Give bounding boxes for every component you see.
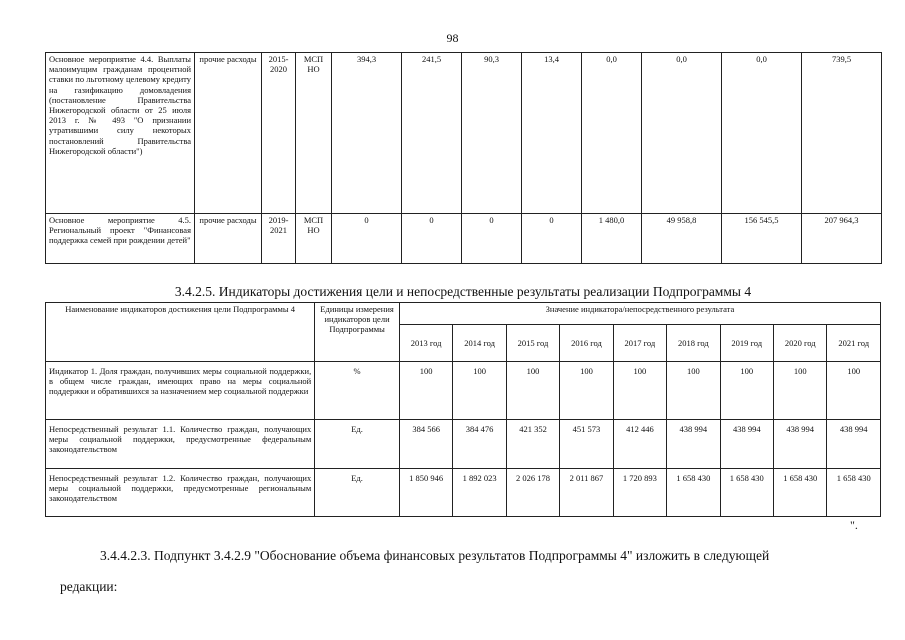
- value-cell: 1 658 430: [720, 469, 773, 517]
- executor: МСП НО: [296, 214, 332, 264]
- value-cell: 1 658 430: [667, 469, 720, 517]
- value-cell: 1 658 430: [773, 469, 826, 517]
- funding-table: [45, 52, 882, 264]
- page-number: 98: [446, 31, 459, 45]
- value-cell: 438 994: [773, 420, 826, 469]
- table-row: [46, 214, 882, 264]
- col-header-name: Наименование индикаторов достижения цели Подпрограммы 4: [46, 303, 315, 362]
- indicator-name: Непосредственный результат 1.2. Количество граждан, получающих меры социальной поддержки, предусмотренные региональным законодательством: [46, 469, 315, 517]
- indicators-table: [45, 302, 881, 517]
- table-row: [46, 362, 881, 420]
- paragraph-text-continued: редакции:: [60, 579, 118, 594]
- closing-quote: ".: [850, 518, 858, 532]
- value-cell: 394,3: [332, 53, 402, 214]
- value-cell: 49 958,8: [642, 214, 722, 264]
- table-row: [46, 420, 881, 469]
- year-header: 2014 год: [453, 325, 506, 362]
- col-header-unit: Единицы измерения индикаторов цели Подпрограммы: [315, 303, 400, 362]
- value-cell: 100: [720, 362, 773, 420]
- value-cell: 241,5: [402, 53, 462, 214]
- value-cell: 0: [402, 214, 462, 264]
- value-cell: 438 994: [827, 420, 881, 469]
- year-header: 2019 год: [720, 325, 773, 362]
- measure-name: Основное мероприятие 4.5. Региональный проект "Финансовая поддержка семей при рождении детей": [46, 214, 195, 264]
- expense-type: прочие расходы: [195, 214, 262, 264]
- value-cell: 100: [667, 362, 720, 420]
- value-cell: 90,3: [462, 53, 522, 214]
- value-cell: 1 480,0: [582, 214, 642, 264]
- value-cell: 100: [506, 362, 559, 420]
- year-header: 2016 год: [560, 325, 613, 362]
- paragraph-text: 3.4.4.2.3. Подпункт 3.4.2.9 "Обоснование объема финансовых результатов Подпрограммы 4" изложить в следующей: [100, 548, 770, 563]
- value-cell: 0: [462, 214, 522, 264]
- period: 2019-2021: [262, 214, 296, 264]
- section-heading: 3.4.2.5. Индикаторы достижения цели и непосредственные результаты реализации Подпрограммы 4: [174, 284, 752, 299]
- value-cell: 0: [522, 214, 582, 264]
- measure-name: Основное мероприятие 4.4. Выплаты малоимущим гражданам процентной ставки по льготному целевому кредиту на газификацию домовладения (постановление Правительства Нижегородской области от 25 июля 2013 г. № 493 "О признании утратившими силу некоторых постановлений Правительства Нижегородской области"): [46, 53, 195, 214]
- value-cell: 0,0: [642, 53, 722, 214]
- year-header: 2021 год: [827, 325, 881, 362]
- header-row: [46, 303, 881, 325]
- table-row: [46, 53, 882, 214]
- value-cell: 2 011 867: [560, 469, 613, 517]
- value-cell: 2 026 178: [506, 469, 559, 517]
- value-cell: 100: [773, 362, 826, 420]
- value-cell: 1 720 893: [613, 469, 666, 517]
- value-cell: 1 850 946: [399, 469, 452, 517]
- value-cell: 13,4: [522, 53, 582, 214]
- value-cell: 384 476: [453, 420, 506, 469]
- value-cell: 0,0: [582, 53, 642, 214]
- year-header: 2017 год: [613, 325, 666, 362]
- value-cell: 1 658 430: [827, 469, 881, 517]
- col-header-values: Значение индикатора/непосредственного результата: [399, 303, 880, 325]
- value-cell: 156 545,5: [722, 214, 802, 264]
- value-cell: 100: [453, 362, 506, 420]
- year-header: 2018 год: [667, 325, 720, 362]
- unit-cell: Ед.: [315, 469, 400, 517]
- value-cell: 438 994: [720, 420, 773, 469]
- indicator-name: Непосредственный результат 1.1. Количество граждан, получающих меры социальной поддержки, предусмотренные федеральным законодательством: [46, 420, 315, 469]
- expense-type: прочие расходы: [195, 53, 262, 214]
- executor: МСП НО: [296, 53, 332, 214]
- year-header: 2020 год: [773, 325, 826, 362]
- value-cell: 100: [613, 362, 666, 420]
- value-cell: 100: [560, 362, 613, 420]
- value-cell: 207 964,3: [802, 214, 882, 264]
- value-cell: 1 892 023: [453, 469, 506, 517]
- year-header: 2013 год: [399, 325, 452, 362]
- table-row: [46, 469, 881, 517]
- value-cell: 0,0: [722, 53, 802, 214]
- value-cell: 412 446: [613, 420, 666, 469]
- year-header: 2015 год: [506, 325, 559, 362]
- value-cell: 451 573: [560, 420, 613, 469]
- value-cell: 421 352: [506, 420, 559, 469]
- unit-cell: %: [315, 362, 400, 420]
- indicator-name: Индикатор 1. Доля граждан, получивших меры социальной поддержки, в общем числе граждан, имеющих право на меры социальной поддержки и обратившихся за назначением мер социальной поддержки: [46, 362, 315, 420]
- value-cell: 100: [399, 362, 452, 420]
- value-cell: 438 994: [667, 420, 720, 469]
- value-cell: 100: [827, 362, 881, 420]
- value-cell: 739,5: [802, 53, 882, 214]
- period: 2015-2020: [262, 53, 296, 214]
- value-cell: 384 566: [399, 420, 452, 469]
- value-cell: 0: [332, 214, 402, 264]
- unit-cell: Ед.: [315, 420, 400, 469]
